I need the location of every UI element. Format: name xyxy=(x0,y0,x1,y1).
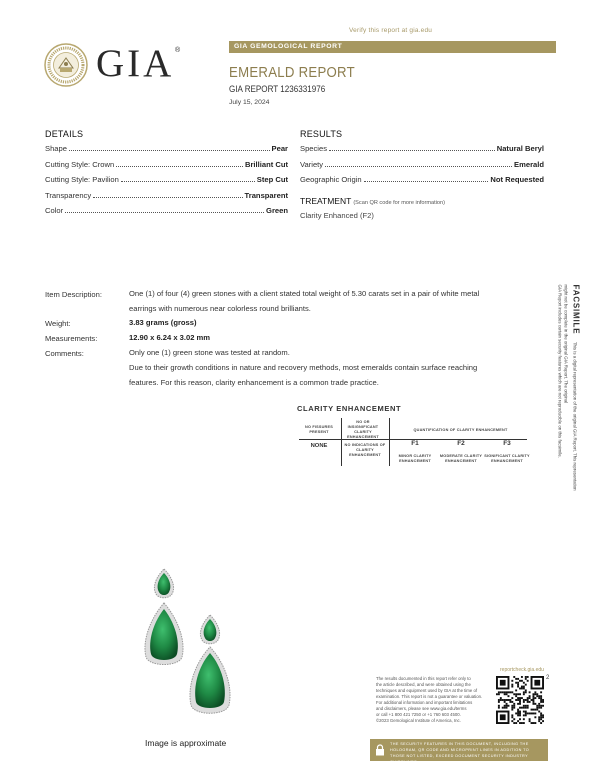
result-row-origin: Geographic Origin Not Requested xyxy=(300,175,544,184)
report-date: July 15, 2024 xyxy=(229,99,270,106)
result-row-variety: Variety Emerald xyxy=(300,159,544,169)
facsimile-line2: might not be complete in the original GIA Report. The original xyxy=(563,284,569,404)
comments-label: Comments: xyxy=(45,349,84,358)
scale-col-line-2 xyxy=(389,418,390,466)
verify-link[interactable]: Verify this report at gia.edu xyxy=(349,27,433,34)
qr-code-icon[interactable] xyxy=(496,676,544,724)
registered-mark: ® xyxy=(175,47,181,54)
facsimile-line1: This is a digital representation of the original GIA Report. This representation xyxy=(572,341,578,491)
f1-label: F1 xyxy=(411,440,419,447)
measurements-label: Measurements: xyxy=(45,334,98,343)
facsimile-line3: GIA Report includes certain security features which are not reproducible on this facsimile. xyxy=(557,284,563,458)
facsimile-notice xyxy=(556,285,590,500)
report-title: EMERALD REPORT xyxy=(229,64,355,81)
gia-seal-icon xyxy=(44,43,88,87)
f1-desc: MINOR CLARITY ENHANCEMENT xyxy=(398,454,432,463)
none-label: NONE xyxy=(310,443,328,449)
disclaimer: The results documented in this report refer only to the article described, and were obtained using the techniques and equipment used by GIA at the time of examination. This report is not a guarantee or valuation. For additional information and important limitations and disclaimers, please see www.gia.edu/terms or call +1 800 421 7250 or +1 760 603 4500. ©2023 Gemological Institute of America, Inc. xyxy=(376,676,483,723)
reportcheck-link[interactable]: reportcheck.gia.edu xyxy=(500,667,544,673)
right-earring xyxy=(190,615,230,713)
security-text: THE SECURITY FEATURES IN THIS DOCUMENT, INCLUDING THE HOLOGRAM, QR CODE AND MICROPRINT LINES IN ADDITION TO THOSE NOT LISTED, EXCEED DOCUMENT SECURITY INDUSTRY GUIDELINES. xyxy=(390,742,530,764)
left-earring xyxy=(145,569,183,665)
detail-row-crown: Cutting Style: Crown Brilliant Cut xyxy=(45,159,288,169)
earrings-image xyxy=(132,563,244,733)
item-description-label: Item Description: xyxy=(45,290,102,299)
treatment-value: Clarity Enhanced (F2) xyxy=(300,211,374,220)
detail-row-color: Color Green xyxy=(45,206,288,215)
scale-col-line-1 xyxy=(341,418,342,466)
item-description-value: One (1) of four (4) green stones with a client stated total weight of 5.30 carats set in a pair of white metal earrings with numerous near colorless round brilliants. xyxy=(129,289,480,313)
report-type-label: GIA GEMOLOGICAL REPORT xyxy=(234,43,343,50)
report-number: GIA REPORT 1236331976 xyxy=(229,84,326,95)
f2-label: F2 xyxy=(457,440,465,447)
report-type-bar xyxy=(229,41,556,53)
f2-desc: MODERATE CLARITY ENHANCEMENT xyxy=(439,454,483,463)
no-fissures-label: NO FISSURES PRESENT xyxy=(305,425,333,434)
f3-desc: SIGNIFICANT CLARITY ENHANCEMENT xyxy=(484,454,530,463)
treatment-heading: TREATMENT (Scan QR code for more information) xyxy=(300,196,446,206)
results-heading: RESULTS xyxy=(300,129,343,139)
weight-label: Weight: xyxy=(45,319,71,328)
measurements-value: 12.90 x 6.24 x 3.02 mm xyxy=(129,333,211,342)
result-row-species: Species Natural Beryl xyxy=(300,144,544,153)
f3-label: F3 xyxy=(503,440,511,447)
comments-value: Only one (1) green stone was tested at random. Due to their growth conditions in nature and recovery methods, most emeralds contain surface reaching features. For this reason, clarity enhancement is a common trade practice. xyxy=(129,348,478,387)
image-caption: Image is approximate xyxy=(145,738,227,748)
treatment-note: (Scan QR code for more information) xyxy=(353,200,446,206)
clarity-enhancement-title: CLARITY ENHANCEMENT xyxy=(297,404,402,413)
no-insignificant-label: NO OR INSIGNIFICANT CLARITY ENHANCEMENT xyxy=(347,420,379,439)
detail-row-pavilion: Cutting Style: Pavilion Step Cut xyxy=(45,175,288,184)
details-heading: DETAILS xyxy=(45,129,84,139)
lock-icon xyxy=(375,744,385,756)
detail-row-shape: Shape Pear xyxy=(45,144,288,153)
weight-value: 3.83 grams (gross) xyxy=(129,318,197,327)
detail-row-transparency: Transparency Transparent xyxy=(45,190,288,200)
security-banner xyxy=(370,739,548,764)
details-list xyxy=(45,142,288,215)
no-indications-label: NO INDICATIONS OF CLARITY ENHANCEMENT xyxy=(344,443,386,457)
quantification-label: QUANTIFICATION OF CLARITY ENHANCEMENT xyxy=(413,428,508,432)
qr-number: 2 xyxy=(546,675,550,681)
gia-logo-text: GIA xyxy=(96,42,175,85)
results-list xyxy=(300,142,544,184)
clarity-enhancement-scale xyxy=(297,418,529,468)
facsimile-title: FACSIMILE xyxy=(571,284,581,335)
